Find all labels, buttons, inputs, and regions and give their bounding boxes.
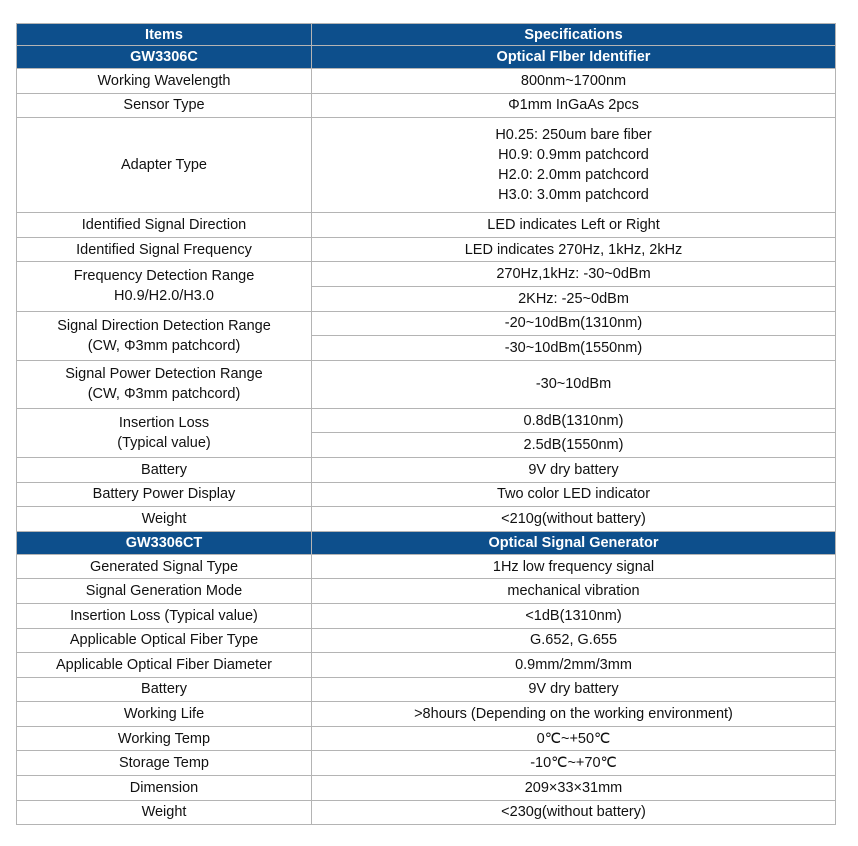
section-title: Optical Signal Generator (312, 531, 836, 554)
spec-value: G.652, G.655 (312, 628, 836, 653)
spec-label (17, 726, 312, 751)
spec-row (17, 262, 836, 287)
spec-row (17, 408, 836, 433)
spec-value: 9V dry battery (312, 677, 836, 702)
spec-label-line: Adapter Type (121, 157, 207, 174)
spec-value: <210g(without battery) (312, 507, 836, 532)
spec-label-line: Sensor Type (123, 97, 205, 114)
spec-label-line: Storage Temp (118, 755, 209, 772)
section-header-row (17, 531, 836, 554)
spec-table (16, 23, 836, 825)
spec-value: 2KHz: -25~0dBm (312, 286, 836, 311)
spec-label (17, 579, 312, 604)
spec-label-line: Dimension (129, 779, 199, 796)
spec-row (17, 579, 836, 604)
spec-label (17, 118, 312, 213)
spec-label (17, 69, 312, 94)
spec-value: 2.5dB(1550nm) (312, 433, 836, 458)
spec-label (17, 482, 312, 507)
spec-value: LED indicates 270Hz, 1kHz, 2kHz (312, 237, 836, 262)
spec-label-line: Battery (141, 461, 187, 478)
spec-value: Two color LED indicator (312, 482, 836, 507)
spec-row (17, 603, 836, 628)
spec-label-line: Insertion Loss (118, 414, 210, 431)
spec-value: 270Hz,1kHz: -30~0dBm (312, 262, 836, 287)
spec-label (17, 507, 312, 532)
spec-row (17, 311, 836, 336)
spec-row (17, 751, 836, 776)
spec-label-line: Signal Power Detection Range (65, 366, 263, 383)
spec-label (17, 311, 312, 360)
spec-label-line: Signal Direction Detection Range (57, 317, 271, 334)
spec-value: 0.9mm/2mm/3mm (312, 653, 836, 678)
spec-row (17, 118, 836, 213)
spec-label (17, 93, 312, 118)
spec-value: 0.8dB(1310nm) (312, 408, 836, 433)
spec-row (17, 360, 836, 408)
spec-value: 209×33×31mm (312, 776, 836, 801)
spec-label (17, 800, 312, 825)
section-header-row (17, 46, 836, 69)
spec-row (17, 237, 836, 262)
column-header-row (17, 24, 836, 46)
spec-label-line: Battery (141, 681, 187, 698)
spec-row (17, 776, 836, 801)
spec-label-line: (CW, Φ3mm patchcord) (87, 337, 241, 354)
section-model: GW3306CT (17, 531, 312, 554)
spec-row (17, 507, 836, 532)
spec-value: -30~10dBm(1550nm) (312, 336, 836, 361)
spec-label-line: Weight (141, 804, 187, 821)
spec-label-line: (Typical value) (117, 434, 211, 451)
spec-label-line: Identified Signal Frequency (76, 241, 252, 258)
section-model: GW3306C (17, 46, 312, 69)
spec-value: 0℃~+50℃ (312, 726, 836, 751)
spec-row (17, 800, 836, 825)
spec-row (17, 69, 836, 94)
spec-value: -20~10dBm(1310nm) (312, 311, 836, 336)
spec-label (17, 653, 312, 678)
spec-row (17, 213, 836, 238)
spec-label-line: Signal Generation Mode (85, 583, 243, 600)
spec-label (17, 213, 312, 238)
spec-label-line: Frequency Detection Range (73, 268, 255, 285)
spec-label (17, 677, 312, 702)
spec-label (17, 776, 312, 801)
spec-value: H0.25: 250um bare fiber H0.9: 0.9mm patchcord H2.0: 2.0mm patchcord H3.0: 3.0mm patchcord (312, 118, 836, 213)
spec-row (17, 677, 836, 702)
spec-label-line: Working Temp (117, 730, 211, 747)
section-title: Optical FIber Identifier (312, 46, 836, 69)
spec-label (17, 554, 312, 579)
spec-label-line: H0.9/H2.0/H3.0 (114, 288, 214, 305)
spec-label-line: Applicable Optical Fiber Diameter (56, 656, 272, 673)
spec-value: 1Hz low frequency signal (312, 554, 836, 579)
spec-label (17, 628, 312, 653)
spec-row (17, 702, 836, 727)
spec-label-line: Weight (141, 510, 187, 527)
spec-value: -10℃~+70℃ (312, 751, 836, 776)
column-header-specifications: Specifications (312, 24, 836, 46)
spec-value: <1dB(1310nm) (312, 603, 836, 628)
column-header-items: Items (17, 24, 312, 46)
spec-table-body (17, 24, 836, 825)
spec-label (17, 603, 312, 628)
spec-value: -30~10dBm (312, 360, 836, 408)
spec-row (17, 726, 836, 751)
spec-label (17, 262, 312, 311)
spec-value: Φ1mm InGaAs 2pcs (312, 93, 836, 118)
spec-label-line: Applicable Optical Fiber Type (69, 632, 259, 649)
spec-label (17, 408, 312, 457)
spec-label (17, 702, 312, 727)
spec-label (17, 751, 312, 776)
spec-label-line: Identified Signal Direction (81, 216, 247, 233)
spec-label-line: Working Wavelength (97, 72, 231, 89)
spec-row (17, 457, 836, 482)
spec-value: 800nm~1700nm (312, 69, 836, 94)
spec-value: mechanical vibration (312, 579, 836, 604)
spec-label (17, 360, 312, 408)
spec-label-line: Generated Signal Type (89, 558, 239, 575)
spec-label-line: Insertion Loss (Typical value) (70, 607, 258, 624)
spec-value: 9V dry battery (312, 457, 836, 482)
spec-value: <230g(without battery) (312, 800, 836, 825)
spec-row (17, 653, 836, 678)
spec-label (17, 457, 312, 482)
spec-label-line: Working Life (123, 706, 205, 723)
spec-row (17, 93, 836, 118)
spec-row (17, 628, 836, 653)
spec-value: LED indicates Left or Right (312, 213, 836, 238)
spec-label (17, 237, 312, 262)
spec-label-line: Battery Power Display (92, 486, 236, 503)
spec-row (17, 554, 836, 579)
spec-row (17, 482, 836, 507)
spec-label-line: (CW, Φ3mm patchcord) (87, 386, 241, 403)
spec-value: >8hours (Depending on the working environment) (312, 702, 836, 727)
